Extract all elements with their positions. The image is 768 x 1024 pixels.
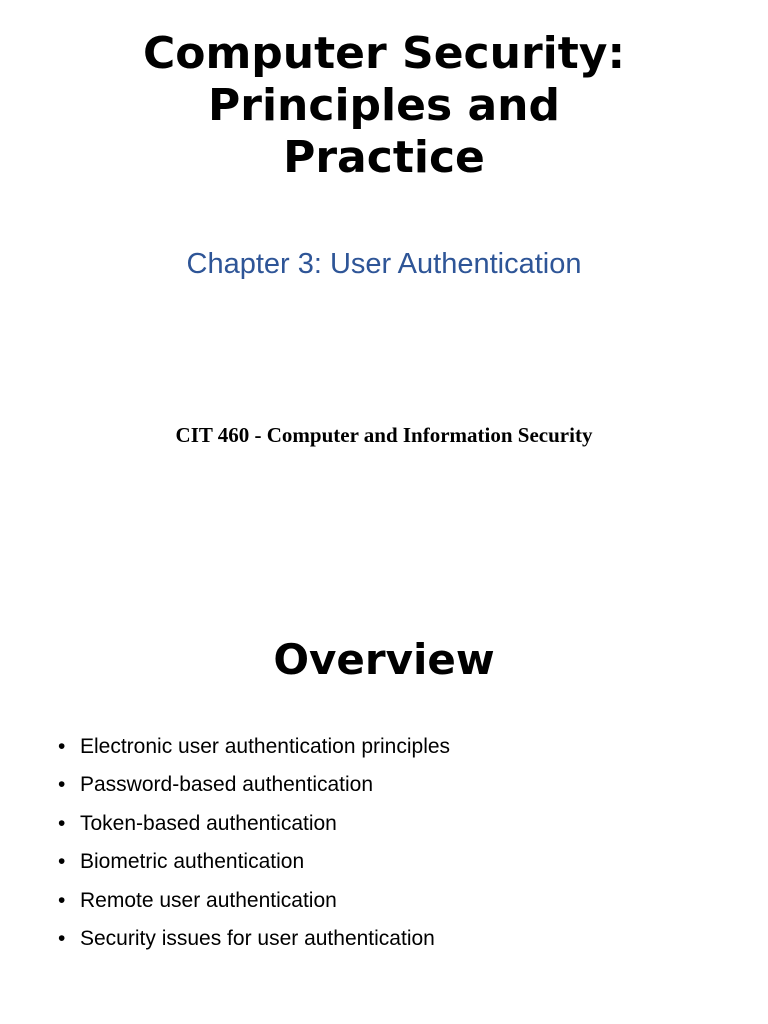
list-item-text: Password-based authentication: [80, 773, 374, 797]
slide-title-line: Practice: [283, 132, 485, 183]
slide-title-line: Computer Security:: [142, 28, 626, 79]
slide-title: [0, 28, 768, 184]
course-name: CIT 460 - Computer and Information Security: [175, 423, 593, 447]
list-item: [58, 845, 450, 883]
bullet-icon: •: [58, 926, 66, 950]
list-item: [58, 807, 450, 845]
list-item: [58, 884, 450, 922]
bullet-icon: •: [58, 735, 66, 758]
bullet-icon: •: [58, 811, 66, 835]
list-item: [58, 768, 450, 806]
bullet-icon: •: [58, 888, 66, 912]
slide-title-line: Principles and: [208, 80, 560, 131]
overview-bullet-list: [58, 730, 450, 960]
list-item-text: Security issues for user authentication: [80, 926, 435, 950]
overview-title: Overview: [273, 635, 495, 684]
list-item: [58, 730, 450, 768]
list-item-text: Remote user authentication: [80, 888, 337, 912]
overview-slide: [0, 600, 768, 1024]
list-item: [58, 922, 450, 960]
list-item-text: Electronic user authentication principles: [80, 735, 451, 758]
chapter-subtitle: Chapter 3: User Authentication: [186, 248, 582, 280]
list-item-text: Biometric authentication: [80, 850, 305, 874]
bullet-icon: •: [58, 850, 66, 874]
bullet-icon: •: [58, 773, 66, 797]
list-item-text: Token-based authentication: [80, 811, 337, 835]
